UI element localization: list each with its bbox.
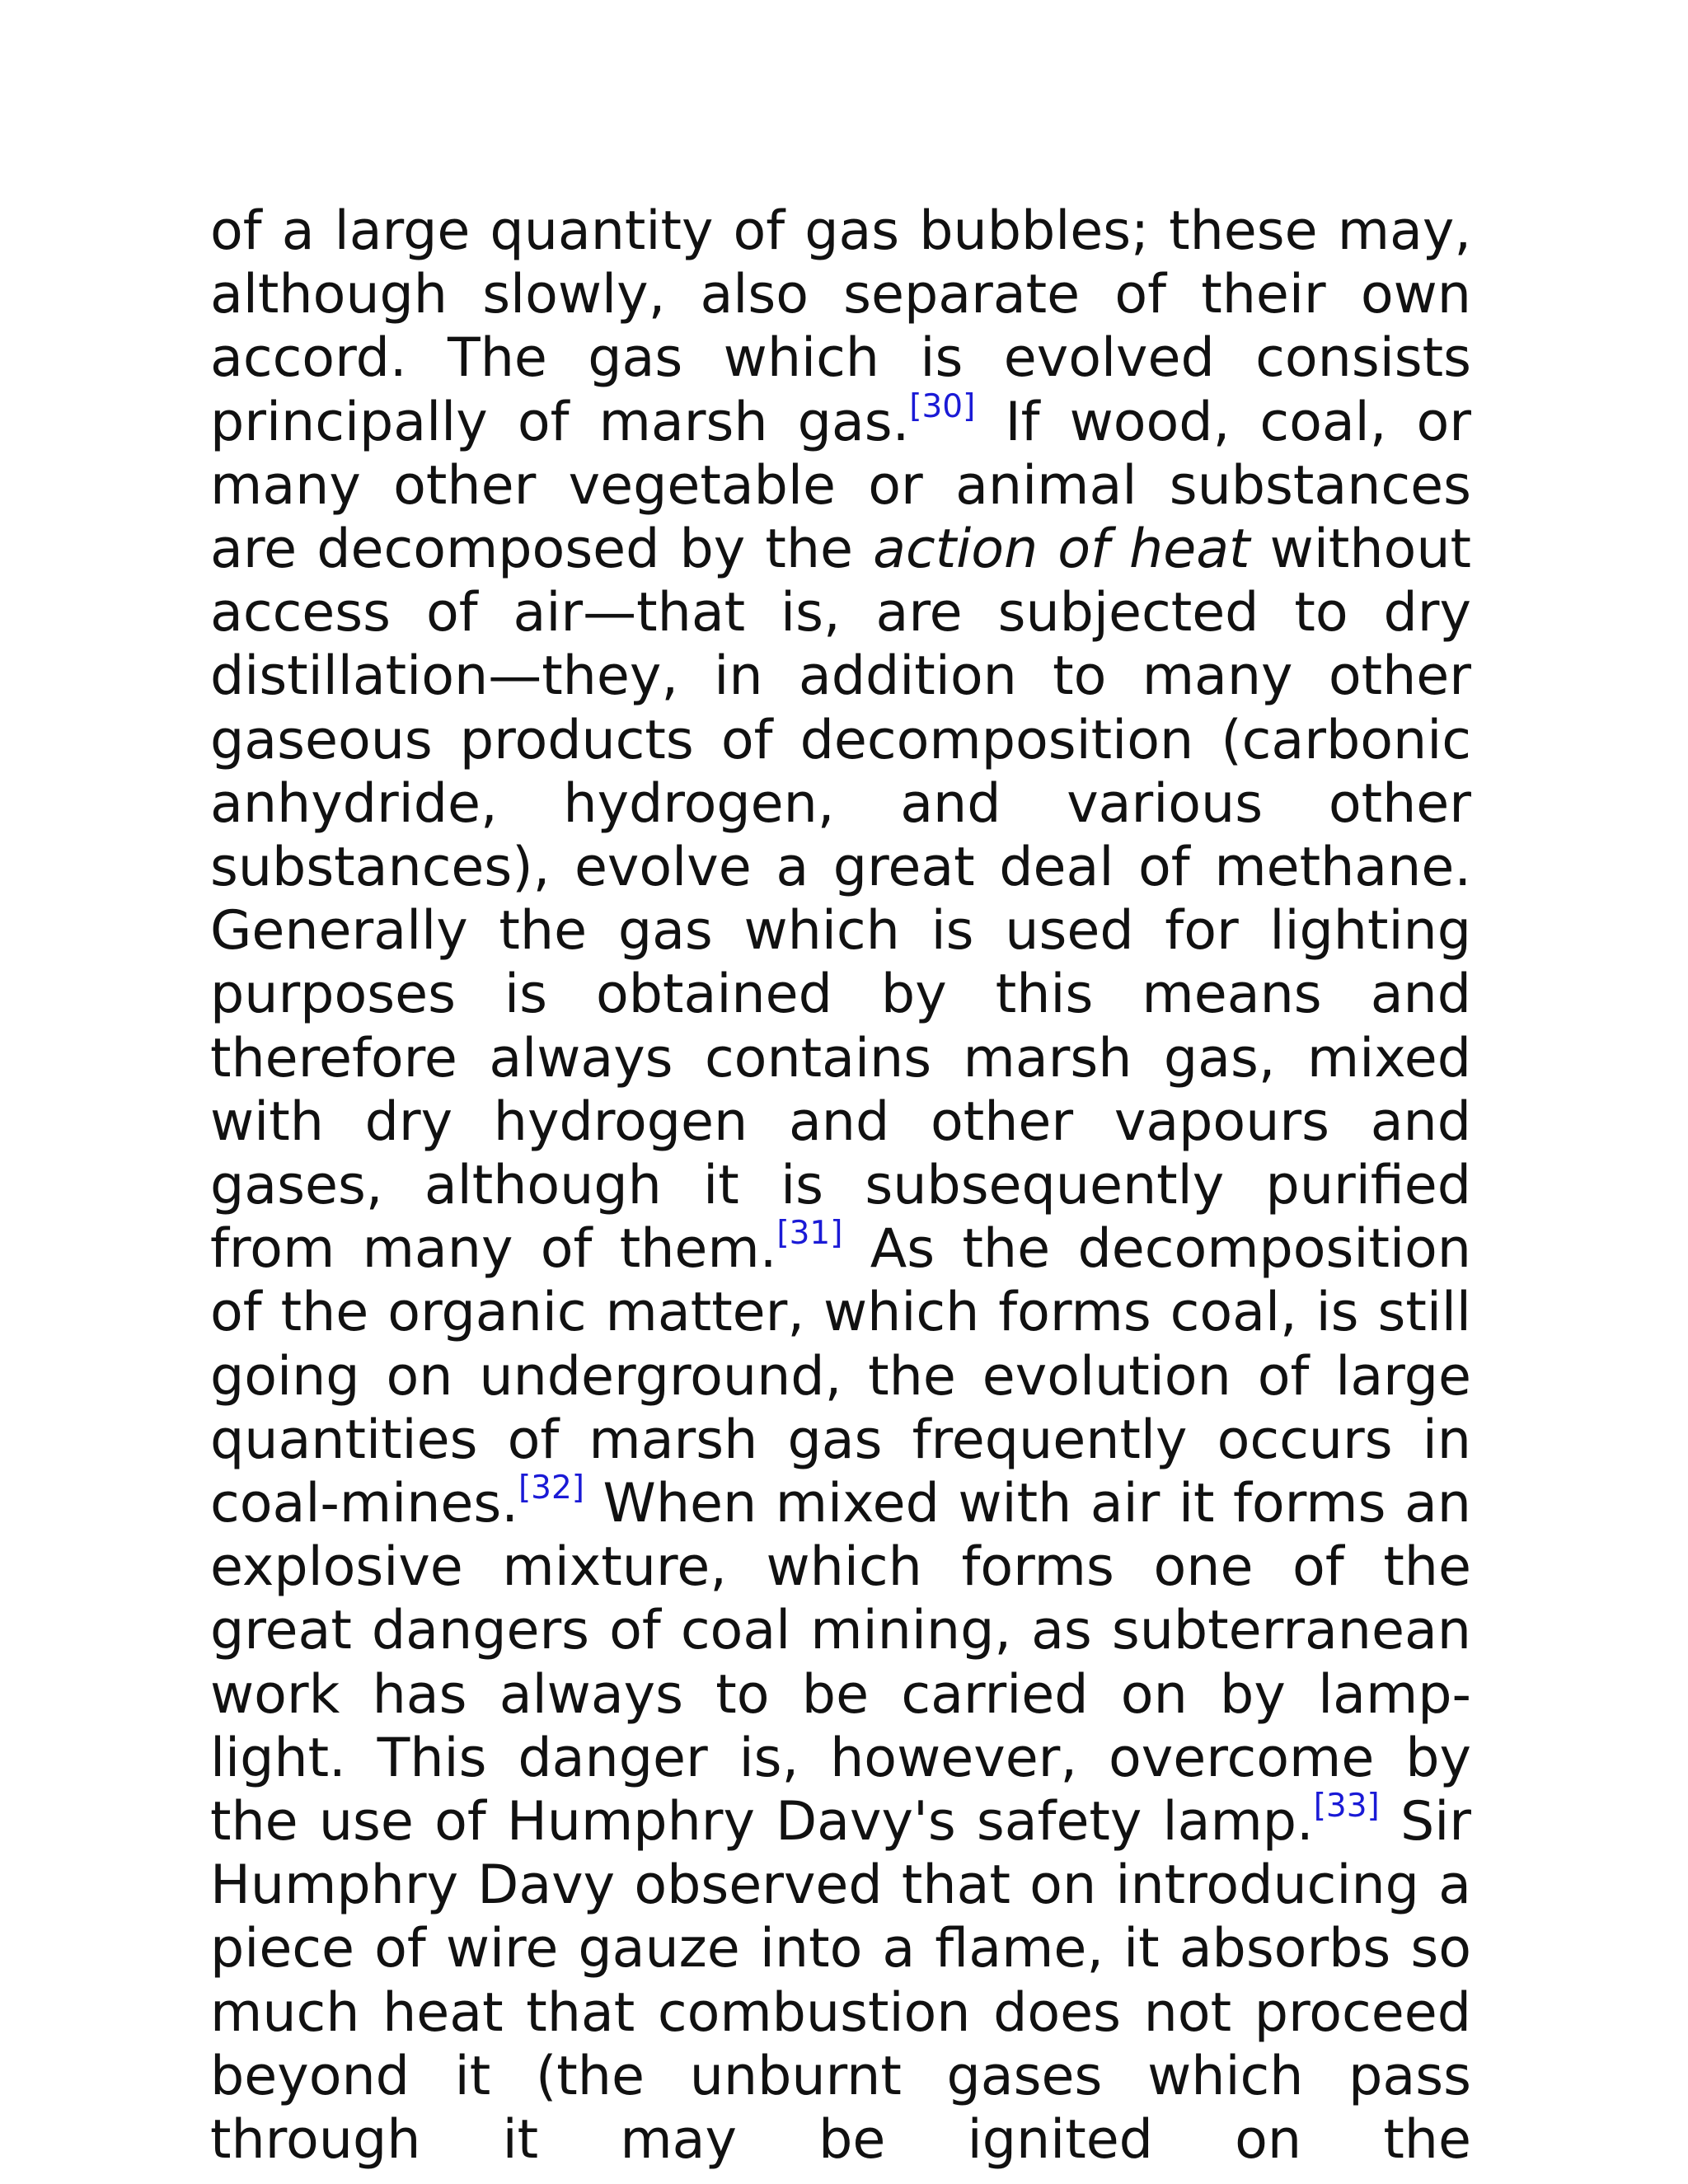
text-segment-6: Sir Humphry Davy observed that on introducing a piece of wire gauze into a flame, it absorbs so much heat that combustion does not proceed beyond it (the unburnt gases which pass through it may be ignited on the xyxy=(210,1791,1471,2172)
text-segment-4: As the decomposition of the organic matter, which forms coal, is still going on underground, the evolution of large quantities of marsh gas frequently occurs in coal-mines. xyxy=(210,1218,1471,1535)
text-segment-2: If wood, coal, or many other vegetable or animal substances are decomposed by the xyxy=(210,391,1471,581)
footnote-link-30[interactable]: [30] xyxy=(909,387,976,425)
text-segment-3: without access of air—that is, are subjected to dry distillation—they, in addition to many other gaseous products of decomposition (carbonic anhydride, hydrogen, and various other substances), evolve a great deal of methane. Generally the gas which is used for lighting purposes is obtained by this means and therefore always contains marsh gas, mixed with dry hydrogen and other vapours and gases, although it is subsequently purified from many of them. xyxy=(210,518,1472,1281)
page-content xyxy=(210,199,1471,2172)
footnote-link-31[interactable]: [31] xyxy=(776,1215,843,1253)
footnote-link-33[interactable]: [33] xyxy=(1313,1788,1380,1825)
text-segment-1: of a large quantity of gas bubbles; these may, although slowly, also separate of their own accord. The gas which is evolved consists principally of marsh gas. xyxy=(210,200,1471,453)
text-segment-5: When mixed with air it forms an explosive mixture, which forms one of the great dangers of coal mining, as subterranean work has always to be carried on by lamp-light. This danger is, however, overcome by the use of Humphry Davy's safety lamp. xyxy=(210,1473,1471,1854)
footnote-link-32[interactable]: [32] xyxy=(518,1469,585,1507)
body-paragraph xyxy=(210,199,1471,2172)
italic-phrase: action of heat xyxy=(873,518,1250,581)
